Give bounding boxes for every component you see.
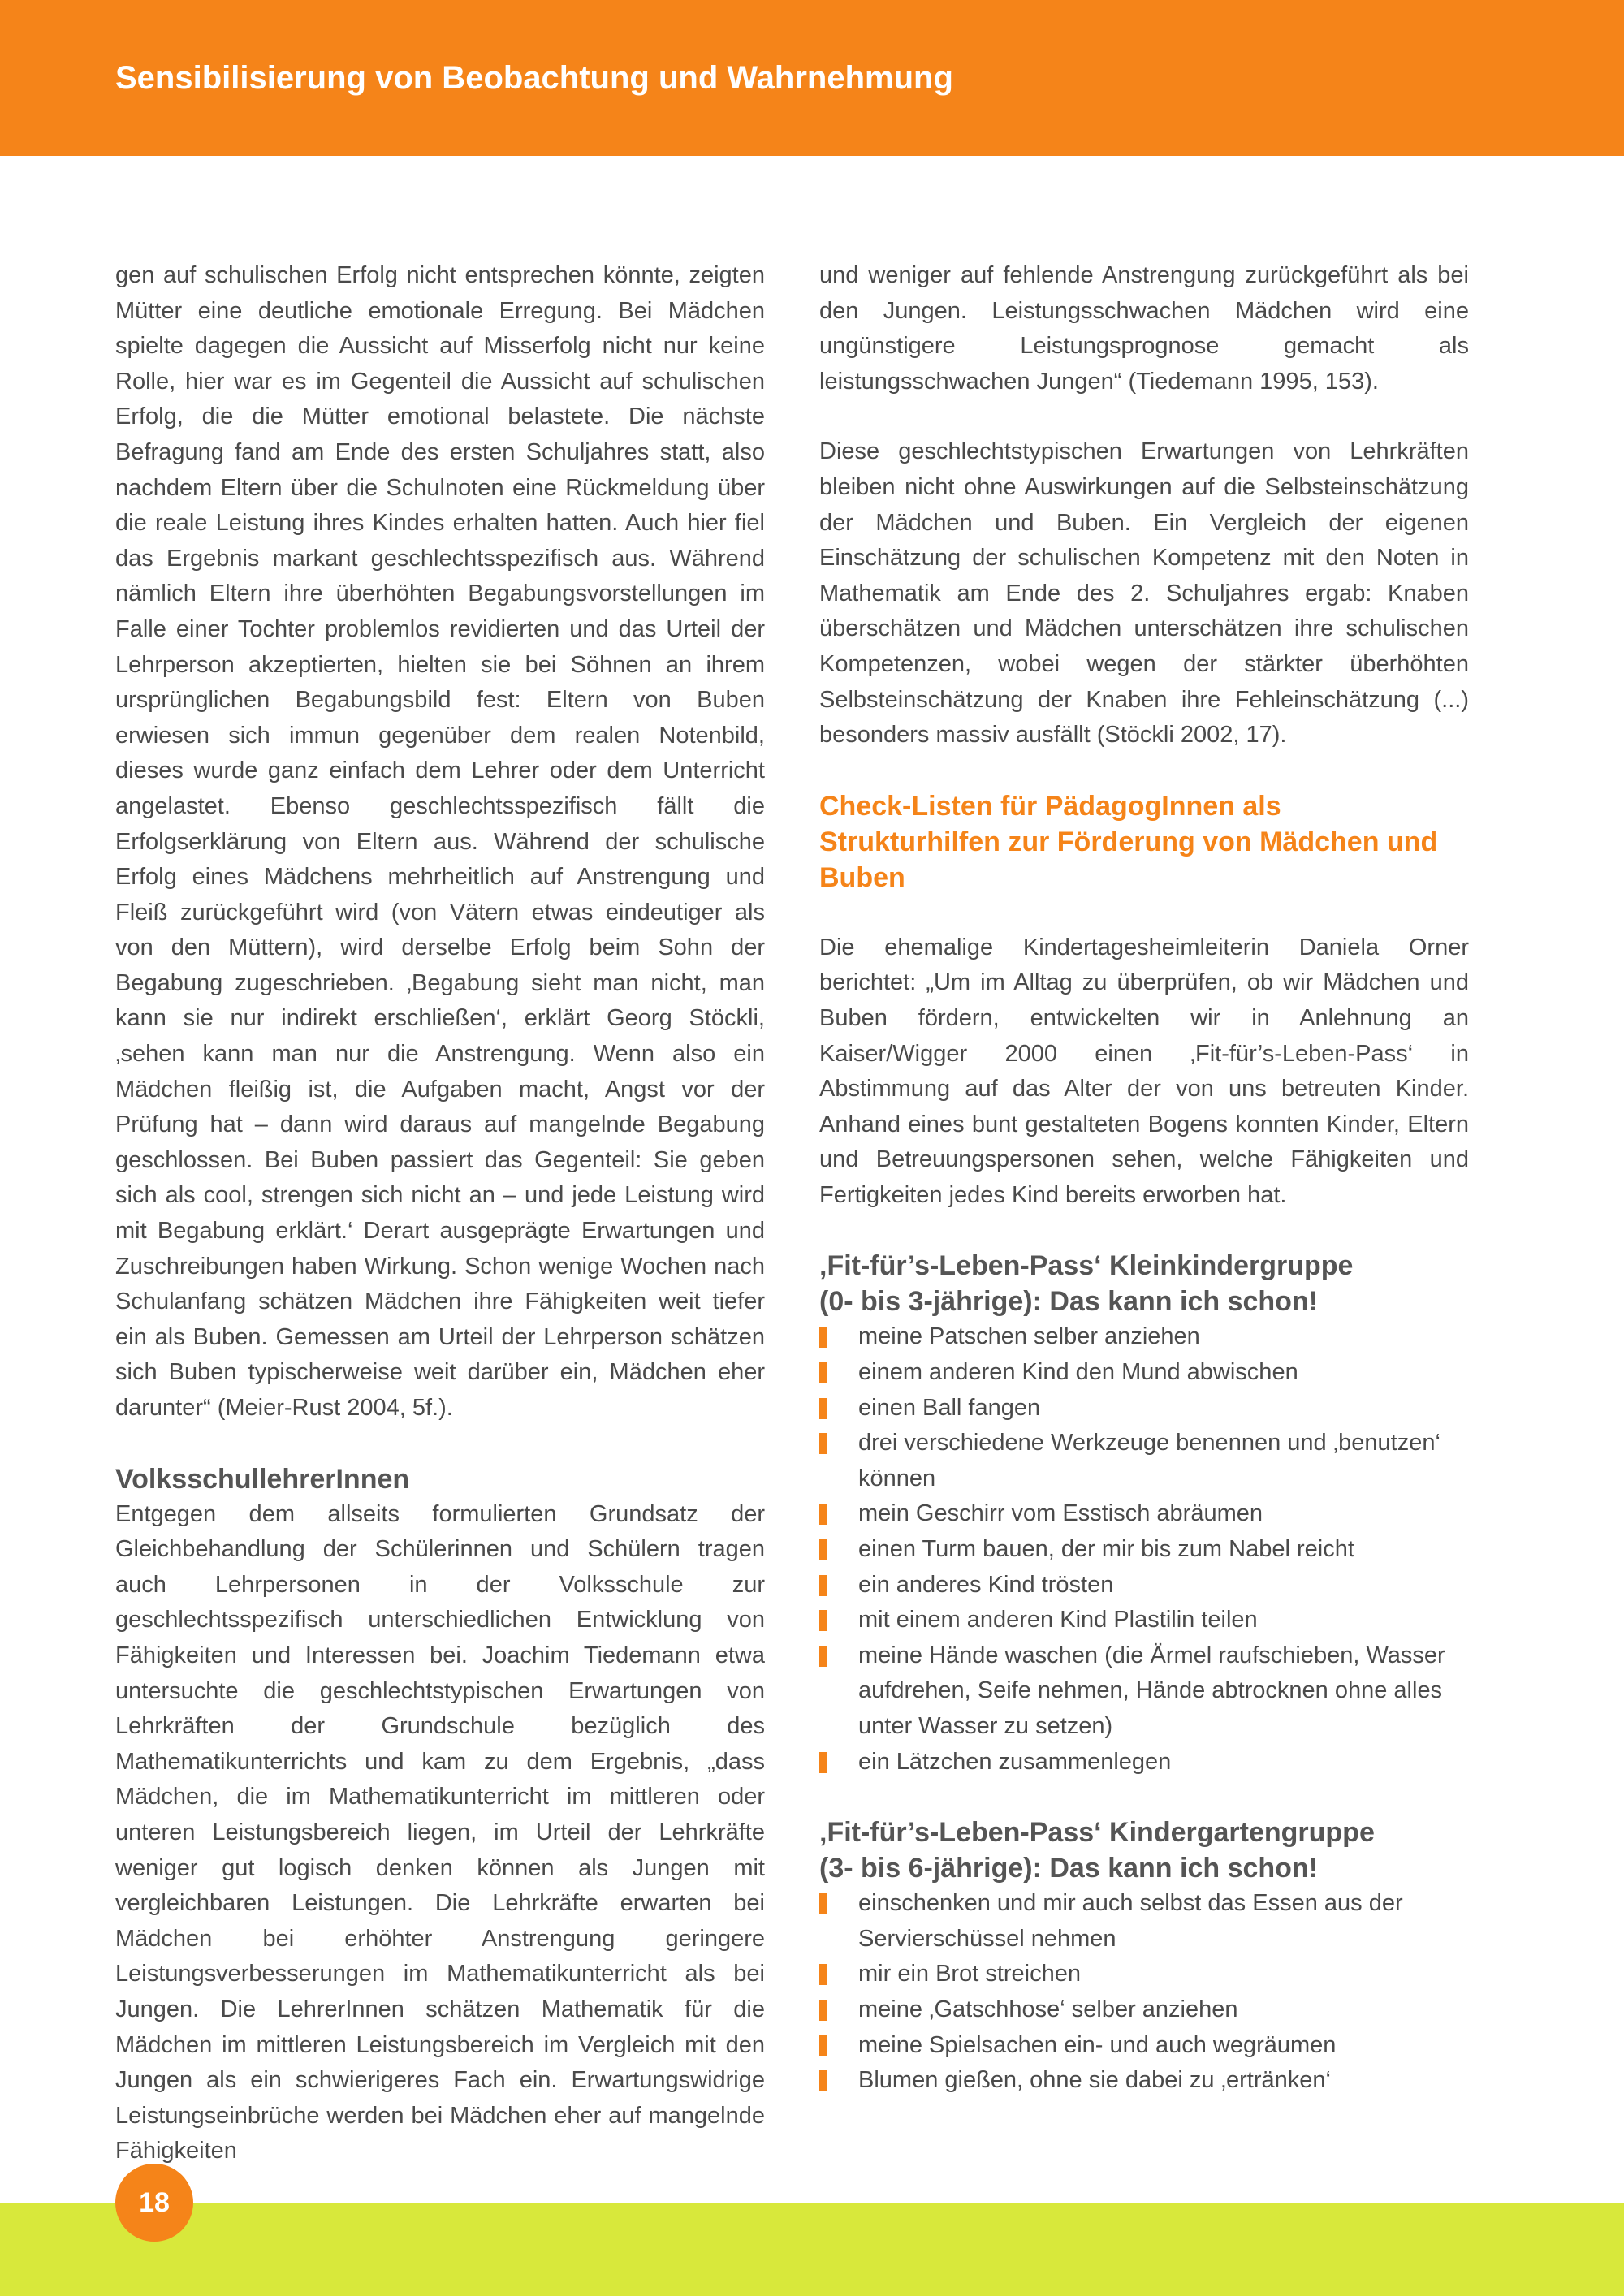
- list-item-text: einen Turm bauen, der mir bis zum Nabel reicht: [858, 1536, 1354, 1563]
- bullet-marker: [819, 1964, 827, 1985]
- list-item: [819, 1319, 1469, 1355]
- bullet-marker: [819, 1539, 827, 1560]
- list-heading-line: (3- bis 6-jährige): Das kann ich schon!: [819, 1853, 1319, 1884]
- list-item-text: mein Geschirr vom Esstisch abräumen: [858, 1500, 1263, 1527]
- list-item-text: einem anderen Kind den Mund abwischen: [858, 1359, 1298, 1386]
- list-item: [819, 1426, 1469, 1496]
- checklist-kleinkinder: [819, 1319, 1469, 1780]
- list-heading-line: (0- bis 3-jährige): Das kann ich schon!: [819, 1286, 1319, 1318]
- list-heading-kleinkinder: [819, 1248, 1469, 1319]
- list-item: [819, 1957, 1469, 1992]
- list-item-text: einen Ball fangen: [858, 1394, 1041, 1421]
- section-heading-checklists: Check-Listen für PädagogInnen als Strukturhilfen zur Förderung von Mädchen und Buben: [819, 790, 1438, 893]
- bullet-marker: [819, 1646, 827, 1667]
- list-item-text: einschenken und mir auch selbst das Essen aus der Servierschüssel nehmen: [858, 1890, 1403, 1952]
- list-item-text: meine ‚Gatschhose‘ selber anziehen: [858, 1996, 1238, 2022]
- body-paragraph: Diese geschlechtstypischen Erwartungen von Lehrkräften bleiben nicht ohne Auswirkungen auf die Selbsteinschätzung der Mädchen und Buben. Ein Vergleich der eigenen Einschätzung der schulischen Kompetenz mit den Noten in Mathematik am Ende des 2. Schuljahres ergab: Knaben überschätzen und Mädchen unterschätzen ihre schulischen Kompetenzen, wobei wegen der stärkter überhöhten Selbsteinschätzung der Knaben ihre Fehleinschätzung (...) besonders massiv ausfällt (Stöckli 2002, 17).: [819, 438, 1469, 749]
- paragraph-spacer: [819, 896, 1469, 930]
- list-item-text: ein Lätzchen zusammenlegen: [858, 1748, 1172, 1775]
- list-item-text: ein anderes Kind trösten: [858, 1571, 1114, 1598]
- paragraph-spacer: [115, 1426, 765, 1461]
- footer-bar: [0, 2203, 1624, 2296]
- bullet-marker: [819, 1362, 827, 1383]
- list-heading-line: ‚Fit-für’s-Leben-Pass‘ Kleinkindergruppe: [819, 1250, 1354, 1282]
- bullet-marker: [819, 1575, 827, 1596]
- bullet-marker: [819, 1398, 827, 1419]
- page-title: Sensibilisierung von Beobachtung und Wahrnehmung: [115, 60, 953, 96]
- bullet-marker: [819, 1327, 827, 1348]
- list-item-text: mir ein Brot streichen: [858, 1961, 1081, 1987]
- bullet-marker: [819, 2035, 827, 2056]
- list-item: [819, 2028, 1469, 2064]
- list-heading-line: ‚Fit-für’s-Leben-Pass‘ Kindergartengruppe: [819, 1817, 1375, 1849]
- bullet-marker: [819, 2000, 827, 2021]
- list-item: [819, 1886, 1469, 1957]
- list-item-text: meine Patschen selber anziehen: [858, 1323, 1200, 1350]
- checklist-kindergarten: [819, 1886, 1469, 2099]
- list-item: [819, 1568, 1469, 1603]
- page-number: 18: [115, 2164, 193, 2242]
- list-item-text: meine Hände waschen (die Ärmel raufschieben, Wasser aufdrehen, Seife nehmen, Hände abtrocknen ohne alles unter Wasser zu setzen): [858, 1642, 1445, 1739]
- bullet-marker: [819, 1893, 827, 1914]
- body-paragraph: Die ehemalige Kindertagesheimleiterin Daniela Orner berichtet: „Um im Alltag zu überprüfen, ob wir Mädchen und Buben fördern, entwickelten wir in Anlehnung an Kaiser/Wigger 2000 einen ‚Fit-für’s-Leben-Pass‘ in Abstimmung auf das Alter der von uns betreuten Kinder. Anhand eines bunt gestalteten Bogens konnten Kinder, Eltern und Betreuungspersonen sehen, welche Fähigkeiten und Fertigkeiten jedes Kind bereits erworben hat.: [819, 934, 1469, 1208]
- right-column: [819, 258, 1469, 2099]
- bullet-marker: [819, 1504, 827, 1525]
- list-item: [819, 1532, 1469, 1568]
- paragraph-spacer: [819, 399, 1469, 434]
- list-item-text: mit einem anderen Kind Plastilin teilen: [858, 1607, 1258, 1634]
- list-item: [819, 1496, 1469, 1532]
- list-item-text: Blumen gießen, ohne sie dabei zu ‚ertränken‘: [858, 2067, 1331, 2094]
- paragraph-spacer: [819, 1213, 1469, 1248]
- bullet-marker: [819, 1433, 827, 1454]
- list-item: [819, 1355, 1469, 1391]
- list-item: [819, 1603, 1469, 1638]
- paragraph-spacer: [819, 753, 1469, 788]
- page-header: [0, 0, 1624, 156]
- bullet-marker: [819, 1610, 827, 1631]
- paragraph-spacer: [819, 1780, 1469, 1815]
- section-heading: VolksschullehrerInnen: [115, 1463, 410, 1495]
- list-item: [819, 1391, 1469, 1426]
- list-item-text: drei verschiedene Werkzeuge benennen und ‚benutzen‘ können: [858, 1430, 1440, 1491]
- list-heading-kindergarten: [819, 1815, 1469, 1886]
- body-paragraph: Entgegen dem allseits formulierten Grundsatz der Gleichbehandlung der Schülerinnen und Schülern tragen auch Lehrpersonen in der Volksschule zur geschlechtsspezifisch unterschiedlichen Entwicklung von Fähigkeiten und Interessen bei. Joachim Tiedemann etwa untersuchte die geschlechtstypischen Erwartungen von Lehrkräften der Grundschule bezüglich des Mathematikunterrichts und kam zu dem Ergebnis, „dass Mädchen, die im Mathematikunterricht im mittleren oder unteren Leistungsbereich liegen, im Urteil der Lehrkräfte weniger gut logisch denken können als Jungen mit vergleichbaren Leistungen. Die Lehrkräfte erwarten bei Mädchen bei erhöhter Anstrengung geringere Leistungsverbesserungen im Mathematikunterricht als bei Jungen. Die LehrerInnen schätzen Mathematik für die Mädchen im mittleren Leistungsbereich im Vergleich mit den Jungen als ein schwierigeres Fach ein. Erwartungswidrige Leistungseinbrüche werden bei Mädchen eher auf mangelnde Fähigkeiten: [115, 1500, 765, 2164]
- list-item: [819, 1992, 1469, 2028]
- body-paragraph: und weniger auf fehlende Anstrengung zurückgeführt als bei den Jungen. Leistungsschwachen Mädchen wird eine ungünstigere Leistungsprognose gemacht als leistungsschwachen Jungen“ (Tiedemann 1995, 153).: [819, 262, 1469, 395]
- list-item: [819, 2063, 1469, 2099]
- left-column: [115, 258, 765, 2169]
- list-item: [819, 1745, 1469, 1780]
- list-item-text: meine Spielsachen ein- und auch wegräumen: [858, 2031, 1337, 2058]
- list-item: [819, 1638, 1469, 1745]
- bullet-marker: [819, 2070, 827, 2091]
- bullet-marker: [819, 1752, 827, 1773]
- body-paragraph: gen auf schulischen Erfolg nicht entsprechen könnte, zeigten Mütter eine deutliche emotionale Erregung. Bei Mädchen spielte dagegen die Aussicht auf Misserfolg nicht nur keine Rolle, hier war es im Gegenteil die Aussicht auf schulischen Erfolg, die die Mütter emotional belastete. Die nächste Befragung fand am Ende des ersten Schuljahres statt, also nachdem Eltern über die Schulnoten eine Rückmeldung über die reale Leistung ihres Kindes erhalten hatten. Auch hier fiel das Ergebnis markant geschlechtsspezifisch aus. Während nämlich Eltern ihre überhöhten Begabungsvorstellungen im Falle einer Tochter problemlos revidierten und das Urteil der Lehrperson akzeptierten, hielten sie bei Söhnen an ihrem ursprünglichen Begabungsbild fest: Eltern von Buben erwiesen sich immun gegenüber dem realen Notenbild, dieses wurde ganz einfach dem Lehrer oder dem Unterricht angelastet. Ebenso geschlechtsspezifisch fällt die Erfolgserklärung von Eltern aus. Während der schulische Erfolg eines Mädchens mehrheitlich auf Anstrengung und Fleiß zurückgeführt wird (von Vätern etwas eindeutiger als von den Müttern), wird derselbe Erfolg beim Sohn der Begabung zugeschrieben. ‚Begabung sieht man nicht, man kann sie nur indirekt erschließen‘, erklärt Georg Stöckli, ‚sehen kann man nur die Anstrengung. Wenn also ein Mädchen fleißig ist, die Aufgaben macht, Angst vor der Prüfung hat – dann wird daraus auf mangelnde Begabung geschlossen. Bei Buben passiert das Gegenteil: Sie geben sich als cool, strengen sich nicht an – und jede Leistung wird mit Begabung erklärt.‘ Derart ausgeprägte Erwartungen und Zuschreibungen haben Wirkung. Schon wenige Wochen nach Schulanfang schätzen Mädchen ihre Fähigkeiten weit tiefer ein als Buben. Gemessen am Urteil der Lehrperson schätzen sich Buben typischerweise weit darüber ein, Mädchen eher darunter“ (Meier-Rust 2004, 5f.).: [115, 262, 765, 1421]
